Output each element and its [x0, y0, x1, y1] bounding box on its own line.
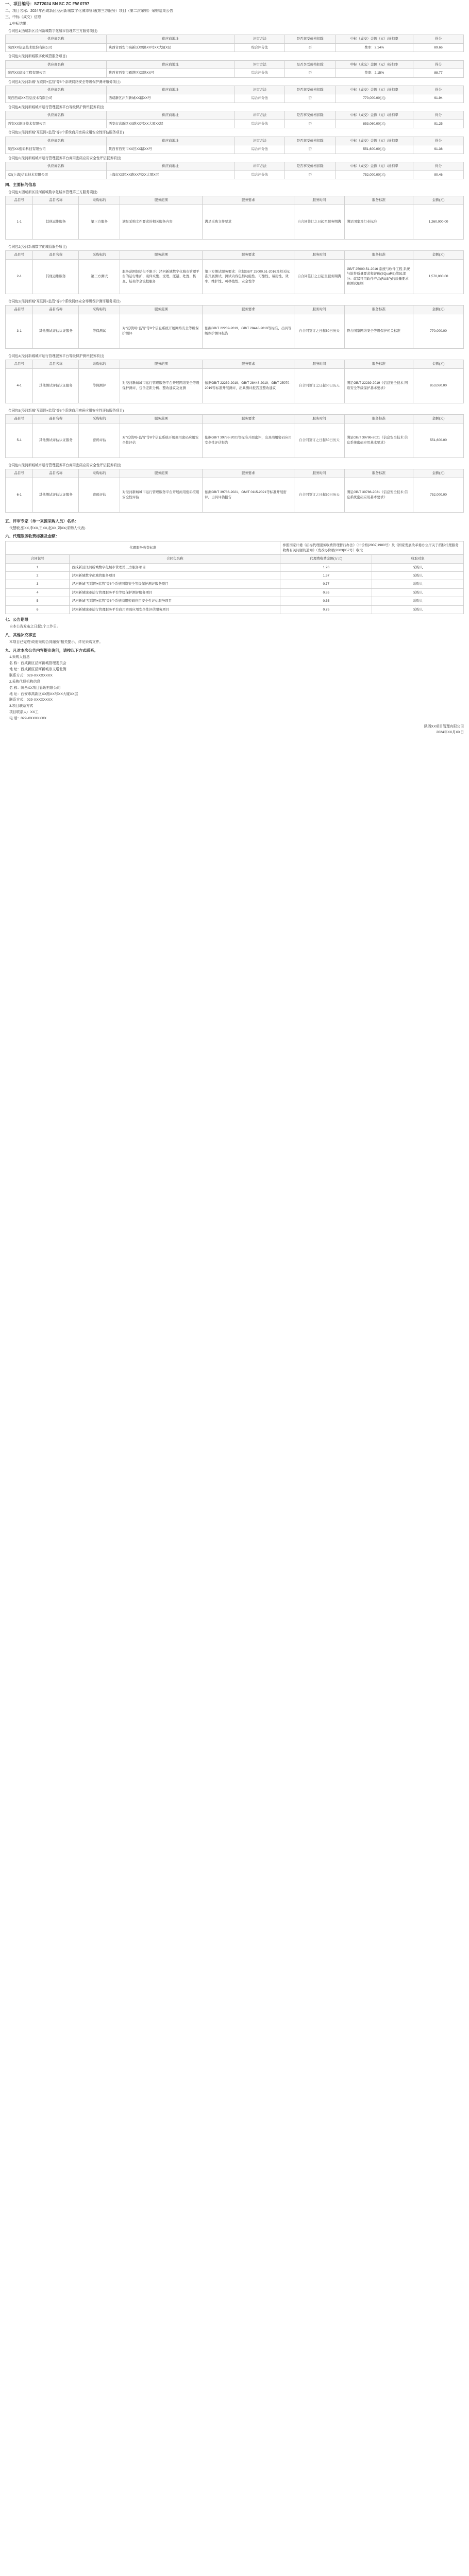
- contact-purchaser-name: 名 称：西咸新区泾河新城管理委员会: [9, 662, 66, 666]
- lot-col-header: 服务时间: [294, 196, 345, 205]
- lot-cell: 依据GB/T 22239-2019、GB/T 28448-2019、GB/T 25070-2019等标准开展测评，出具测评报告及整改建议: [203, 368, 294, 403]
- contact-agency-phone: 联系方式：029-XXXXXXXX: [9, 698, 53, 702]
- winner-cell: 综合评分法: [234, 120, 285, 128]
- winner-group-label: 合同包1(西咸新区泾河新城数字化城市管理第三方服务项目): [8, 29, 97, 33]
- lot-cell: 满足GB/T 39786-2021《信息安全技术 信息系统密码应用基本要求》: [344, 423, 413, 457]
- lot-cell: 满足GB/T 22239-2019《信息安全技术 网络安全等级保护基本要求》: [344, 368, 413, 403]
- experts-title: 五、评审专家（单一来源采购人员）名单：: [5, 518, 79, 523]
- contact-purchaser-address: 地 址：西咸新区泾河新城崇文塔北侧: [9, 668, 66, 672]
- winner-col-header: 是否享受价格扣除: [285, 111, 336, 120]
- lot-cell: 满足采购文件要求的相关服务内容: [120, 205, 203, 239]
- fees-row: [6, 572, 464, 580]
- lot-col-header: 品目名称: [33, 360, 79, 368]
- lot-cell: 853,060.00: [413, 368, 464, 403]
- lot-gap: [5, 403, 464, 406]
- lot-cell: 满足GB/T 39786-2021《信息安全技术 信息系统密码应用基本要求》: [344, 478, 413, 512]
- lot-cell: 4-1: [6, 368, 33, 403]
- winner-cell: 91.25: [413, 120, 464, 128]
- winner-row: [6, 69, 464, 77]
- lot-col-header: 金额(元): [413, 415, 464, 423]
- lot-cell: 1,570,000.00: [413, 259, 464, 294]
- winner-group-label: 合同包4(泾河新城城市运行管理服务平台等级保护测评服务项目): [8, 105, 105, 109]
- winner-col-header: 供应商名称: [6, 137, 107, 145]
- lot-cell: 其他测试评估认证服务: [33, 478, 79, 512]
- fees-col-header: 收取对象: [372, 555, 464, 563]
- lot-cell: 其他运维服务: [33, 259, 79, 294]
- winner-cell: 陕西西咸XX信息技术有限公司: [6, 94, 107, 103]
- lot-col-header: 服务范围: [120, 469, 203, 478]
- lot-row: [6, 368, 464, 403]
- lot-col-header: 服务时间: [294, 360, 345, 368]
- fees-row: [6, 605, 464, 614]
- winner-col-header: 供应商名称: [6, 35, 107, 43]
- winner-group-label: 合同包2(泾河新城数字化城管服务项目): [8, 55, 67, 59]
- lot-cell: 2-1: [6, 259, 33, 294]
- lot-gap: [5, 240, 464, 243]
- winner-col-header: 供应商地址: [106, 137, 234, 145]
- winner-cell: 综合评分法: [234, 171, 285, 179]
- lot-cell: 依据GB/T 22239-2019、GB/T 28448-2019等标准，出具等级保护测评报告: [203, 314, 294, 348]
- lot-cell: GB/T 25000.51-2016 系统与软件工程 系统与软件质量要求和评价(SQuaRE)第51部分：就绪可用软件产品(RUSP)的质量要求和测试细则: [344, 259, 413, 294]
- lot-col-header: 服务要求: [203, 306, 294, 314]
- winner-cell: 上海市XX区XX路XX号XX大厦X层: [106, 171, 234, 179]
- winner-cell: 90.46: [413, 171, 464, 179]
- lot-col-header: 品目号: [6, 360, 33, 368]
- fees-std-text: 参照国家计委《招标代理服务收费管理暂行办法》（计价格[2002]1980号）及《国家发展改革委办公厅关于招标代理服务收费有关问题的通知》（发改办价格[2003]857号）收取: [280, 541, 464, 555]
- lot-col-header: 金额(元): [413, 469, 464, 478]
- fees-cell: 0.85: [280, 588, 372, 597]
- lot-gap: [5, 294, 464, 297]
- lot-col-header: 服务范围: [120, 306, 203, 314]
- lot-cell: 服务范围包括但不限于：泾河新城数字化城市管理平台的运行维护、案件采集、受理、派遣、处置、核查、结案等全流程服务: [120, 259, 203, 294]
- lot-col-header: 品目名称: [33, 306, 79, 314]
- project-number: 一、项目编号：SZT2024 SN SC ZC FW 0797: [5, 2, 90, 6]
- lot-label: 合同包4(泾河新城城市运行管理服务平台等级保护测评服务项目): [8, 354, 105, 358]
- winner-col-header: 得分: [413, 35, 464, 43]
- winner-cell: 89.66: [413, 43, 464, 52]
- lot-col-header: 品目号: [6, 415, 33, 423]
- winner-cell: 否: [285, 69, 336, 77]
- winner-col-header: 评审方法: [234, 162, 285, 171]
- lot-col-header: 服务标准: [344, 469, 413, 478]
- lot-cell: 自合同签订之日起60日历天: [294, 478, 345, 512]
- fees-row: [6, 563, 464, 571]
- lot-cell: 对“互联网+监管”等8个信息系统开展商用密码应用安全性评估: [120, 423, 203, 457]
- winner-col-header: 中标（成交）金额（元）/折扣率: [336, 111, 413, 120]
- lot-col-header: 采购标的: [79, 415, 120, 423]
- winner-col-header: 供应商地址: [106, 111, 234, 120]
- fees-cell: 采购人: [372, 563, 464, 571]
- lot-cell: 等保测评: [79, 368, 120, 403]
- winner-col-header: 是否享受价格扣除: [285, 137, 336, 145]
- winner-cell: 陕西XX信息技术股份有限公司: [6, 43, 107, 52]
- fees-cell: 3: [6, 580, 70, 588]
- winner-cell: 陕西省西安市XX区XX路XX号: [106, 145, 234, 154]
- fees-cell: 5: [6, 597, 70, 605]
- lot-col-header: 服务要求: [203, 360, 294, 368]
- fees-cell: 泾河新城“互联网+监管”等8个系统商用密码应用安全性评估服务项目: [70, 597, 280, 605]
- fees-cell: 0.77: [280, 580, 372, 588]
- signature-date: 2024年XX月XX日: [436, 730, 464, 734]
- lot-cell: 551,600.00: [413, 423, 464, 457]
- winner-row: [6, 171, 464, 179]
- lot-cell: 符合国家网络安全等级保护相关标准: [344, 314, 413, 348]
- contact-project-phone: 电 话：029-XXXXXXXX: [9, 716, 47, 720]
- winner-cell: 752,000.00(元): [336, 171, 413, 179]
- lot-col-header: 服务范围: [120, 360, 203, 368]
- lot-col-header: 服务标准: [344, 415, 413, 423]
- lot-label: 合同包1(西咸新区泾河新城数字化城市管理第三方服务项目): [8, 190, 97, 194]
- fees-table: [5, 541, 464, 614]
- contact-agency-heading: 2.采购代理机构信息: [9, 680, 41, 684]
- lot-col-header: 服务时间: [294, 251, 345, 259]
- lot-cell: 第三方测试: [79, 259, 120, 294]
- winner-cell: 陕西XX建设工程有限公司: [6, 69, 107, 77]
- winner-table: [5, 60, 464, 78]
- fees-cell: 0.75: [280, 605, 372, 614]
- fees-row: [6, 588, 464, 597]
- winner-col-header: 评审方法: [234, 86, 285, 94]
- fees-cell: 泾河新城城市运行管理服务平台商用密码应用安全性评估服务项目: [70, 605, 280, 614]
- winner-group-label: 合同包3(泾河新城“互联网+监管”等8个系统网络安全等级保护测评服务项目): [8, 80, 121, 84]
- lot-col-header: 金额(元): [413, 306, 464, 314]
- lot-cell: 满足采购文件要求: [203, 205, 294, 239]
- winner-cell: 陕西XX密码科技有限公司: [6, 145, 107, 154]
- winner-cell: 综合评分法: [234, 145, 285, 154]
- fees-header-row: [6, 555, 464, 563]
- lot-cell: 自合同签订之日起60日历天: [294, 423, 345, 457]
- lot-col-header: 服务时间: [294, 306, 345, 314]
- lot-label: 合同包3(泾河新城“互联网+监管”等8个系统网络安全等级保护测评服务项目): [8, 299, 121, 303]
- winner-col-header: 供应商地址: [106, 86, 234, 94]
- winner-row: [6, 43, 464, 52]
- lot-cell: 其他测试评估认证服务: [33, 314, 79, 348]
- lot-table: [5, 360, 464, 403]
- winner-cell: 否: [285, 94, 336, 103]
- contact-agency-name: 名 称：陕西XX项目管理有限公司: [9, 686, 61, 690]
- lot-cell: 自合同签订之日起至服务期满: [294, 205, 345, 239]
- lot-cell: 其他测试评估认证服务: [33, 368, 79, 403]
- lot-table: [5, 196, 464, 239]
- fees-cell: 泾河新城“互联网+监管”等8个系统网络安全等级保护测评服务项目: [70, 580, 280, 588]
- lot-col-header: 服务范围: [120, 415, 203, 423]
- winner-col-header: 供应商地址: [106, 60, 234, 69]
- lots-section-title: 四、主要标的信息: [5, 182, 36, 188]
- lot-col-header: 服务要求: [203, 415, 294, 423]
- winner-col-header: 得分: [413, 86, 464, 94]
- lot-table: [5, 305, 464, 348]
- lot-cell: 依据GB/T 39786-2021等标准开展密评，出具商用密码应用安全性评估报告: [203, 423, 294, 457]
- winner-cell: 否: [285, 43, 336, 52]
- fees-cell: 西咸新区泾河新城数字化城市管理第三方服务项目: [70, 563, 280, 571]
- winner-col-header: 是否享受价格扣除: [285, 60, 336, 69]
- lot-col-header: 服务范围: [120, 251, 203, 259]
- lot-col-header: 服务标准: [344, 196, 413, 205]
- lot-cell: 自合同签订之日起60日历天: [294, 314, 345, 348]
- lot-cell: 第三方服务: [79, 205, 120, 239]
- period-text: 自本公告发布之日起1个工作日。: [9, 625, 60, 629]
- lot-col-header: 品目名称: [33, 251, 79, 259]
- section-winners-title: 三、中标（成交）信息: [5, 15, 41, 19]
- other-title: 八、其他补充事宜: [5, 632, 36, 637]
- lot-gap: [5, 458, 464, 461]
- winner-cell: 91.36: [413, 145, 464, 154]
- lot-gap: [5, 349, 464, 352]
- lot-col-header: 服务范围: [120, 196, 203, 205]
- lot-col-header: 服务时间: [294, 469, 345, 478]
- lot-cell: 等保测试: [79, 314, 120, 348]
- winner-cell: 费率：2.15%: [336, 69, 413, 77]
- winner-col-header: 供应商名称: [6, 86, 107, 94]
- other-text: 本项目已完成“政府采购合同融资”相关提示，详见采购文件。: [9, 640, 103, 644]
- fees-col-header: 合同包名称: [70, 555, 280, 563]
- contact-agency-address: 地 址：西安市高新区XX路XX号XX大厦XX层: [9, 692, 78, 696]
- lot-col-header: 品目名称: [33, 415, 79, 423]
- fees-cell: 采购人: [372, 605, 464, 614]
- project-name: 二、项目名称：2024年西咸新区泾河新城数字化城市管理(第三方服务）项目（第二次采购）采购结果公告: [5, 9, 173, 13]
- fees-col-header: 代理费收费金额(万元): [280, 555, 372, 563]
- winner-col-header: 评审方法: [234, 137, 285, 145]
- winner-cell: 853,060.00(元): [336, 120, 413, 128]
- winner-cell: 陕西省西安市雁塔区XX路XX号: [106, 69, 234, 77]
- winner-cell: XX(上海)信息技术有限公司: [6, 171, 107, 179]
- winner-col-header: 供应商地址: [106, 162, 234, 171]
- winner-col-header: 中标（成交）金额（元）/折扣率: [336, 35, 413, 43]
- lot-col-header: 金额(元): [413, 360, 464, 368]
- winner-col-header: 评审方法: [234, 111, 285, 120]
- period-title: 七、公告期限: [5, 617, 28, 622]
- signature-org: 陕西XX项目管理有限公司: [424, 724, 464, 728]
- winner-cell: 否: [285, 120, 336, 128]
- contact-project-person: 项目联系人：XX工: [9, 710, 39, 715]
- winner-table: [5, 35, 464, 52]
- contact-title: 九、凡对本次公告内容提出询问，请按以下方式联系。: [5, 648, 98, 653]
- winner-col-header: 供应商名称: [6, 111, 107, 120]
- lot-row: [6, 423, 464, 457]
- lot-col-header: 服务时间: [294, 415, 345, 423]
- lot-col-header: 采购标的: [79, 251, 120, 259]
- lot-col-header: 服务标准: [344, 306, 413, 314]
- winner-col-header: 中标（成交）金额（元）/折扣率: [336, 137, 413, 145]
- winner-col-header: 是否享受价格扣除: [285, 35, 336, 43]
- winner-col-header: 供应商名称: [6, 60, 107, 69]
- lot-gap: [5, 513, 464, 516]
- lot-col-header: 品目号: [6, 251, 33, 259]
- winner-cell: 综合评分法: [234, 69, 285, 77]
- lot-row: [6, 478, 464, 512]
- announcement-page: [5, 0, 464, 735]
- fees-cell: 6: [6, 605, 70, 614]
- lot-cell: 6-1: [6, 478, 33, 512]
- lot-label: 合同包6(泾河新城城市运行管理服务平台商用密码应用安全性评估服务项目): [8, 463, 122, 467]
- fees-std-label: 代理服务收费标准: [6, 541, 280, 555]
- experts-names: 代慧敏,张XX,李XX,王XX,赵XX,刘XX(采购人代表): [9, 526, 86, 530]
- winner-cell: 综合评分法: [234, 94, 285, 103]
- winner-col-header: 是否享受价格扣除: [285, 86, 336, 94]
- lot-col-header: 采购标的: [79, 469, 120, 478]
- winners-section: [5, 29, 464, 179]
- winner-cell: 否: [285, 145, 336, 154]
- winner-col-header: 评审方法: [234, 35, 285, 43]
- lot-col-header: 服务要求: [203, 196, 294, 205]
- lot-cell: 对“互联网+监管”等8个信息系统开展网络安全等级保护测评: [120, 314, 203, 348]
- winner-cell: 费率：2.14%: [336, 43, 413, 52]
- lot-col-header: 品目号: [6, 306, 33, 314]
- fees-cell: 4: [6, 588, 70, 597]
- fees-cell: 采购人: [372, 597, 464, 605]
- lot-cell: 满足国家及行业标准: [344, 205, 413, 239]
- winner-col-header: 得分: [413, 137, 464, 145]
- winners-intro: 1.中标结果：: [9, 22, 30, 26]
- lot-col-header: 服务标准: [344, 251, 413, 259]
- winner-col-header: 得分: [413, 162, 464, 171]
- lot-cell: 770,000.00: [413, 314, 464, 348]
- winner-cell: 否: [285, 171, 336, 179]
- lot-col-header: 采购标的: [79, 196, 120, 205]
- winner-row: [6, 120, 464, 128]
- contact-purchaser-phone: 联系方式：029-XXXXXXXX: [9, 673, 53, 677]
- lot-cell: 1,260,000.00: [413, 205, 464, 239]
- lot-cell: 5-1: [6, 423, 33, 457]
- lot-col-header: 采购标的: [79, 360, 120, 368]
- winner-cell: 551,600.00(元): [336, 145, 413, 154]
- lot-table: [5, 414, 464, 457]
- lot-cell: 752,000.00: [413, 478, 464, 512]
- winner-col-header: 得分: [413, 60, 464, 69]
- lot-cell: 依据GB/T 39786-2021、GM/T 0115-2021等标准开展密评，出具评估报告: [203, 478, 294, 512]
- winner-table: [5, 111, 464, 128]
- lot-col-header: 品目号: [6, 469, 33, 478]
- lot-row: [6, 259, 464, 294]
- lot-col-header: 采购标的: [79, 306, 120, 314]
- fees-cell: 采购人: [372, 588, 464, 597]
- lot-table: [5, 250, 464, 294]
- winner-col-header: 中标（成交）金额（元）/折扣率: [336, 60, 413, 69]
- winner-cell: 陕西省西安市高新区XX路XX号XX大厦X层: [106, 43, 234, 52]
- lot-col-header: 服务标准: [344, 360, 413, 368]
- fees-col-header: 合同包号: [6, 555, 70, 563]
- fees-row: [6, 597, 464, 605]
- lot-cell: 自合同签订之日起60日历天: [294, 368, 345, 403]
- winner-table: [5, 86, 464, 103]
- lot-col-header: 金额(元): [413, 251, 464, 259]
- lot-cell: 1-1: [6, 205, 33, 239]
- winner-row: [6, 145, 464, 154]
- lot-cell: 第三方测试服务要求：依据GB/T 25000.51-2016及相关标准开展测试，测试内容包括功能性、可靠性、易用性、效率、维护性、可移植性、安全性等: [203, 259, 294, 294]
- contact-purchaser-heading: 1.采购人信息: [9, 655, 30, 659]
- fees-cell: 1.26: [280, 563, 372, 571]
- lot-cell: 对泾河新城城市运行管理服务平台开展商用密码应用安全性评估: [120, 478, 203, 512]
- winner-group-label: 合同包5(泾河新城“互联网+监管”等8个系统商用密码应用安全性评估服务项目): [8, 131, 124, 135]
- fees-cell: 2: [6, 572, 70, 580]
- winner-table: [5, 137, 464, 154]
- lot-col-header: 品目号: [6, 196, 33, 205]
- fees-cell: 泾河新城数字化城管服务项目: [70, 572, 280, 580]
- lot-table: [5, 469, 464, 512]
- lot-label: 合同包5(泾河新城“互联网+监管”等8个系统商用密码应用安全性评估服务项目): [8, 409, 124, 413]
- lot-col-header: 服务要求: [203, 251, 294, 259]
- winner-cell: 西安XX测评技术有限公司: [6, 120, 107, 128]
- lots-section: [5, 190, 464, 516]
- lot-cell: 密码评估: [79, 478, 120, 512]
- fees-cell: 采购人: [372, 580, 464, 588]
- winner-col-header: 是否享受价格扣除: [285, 162, 336, 171]
- winner-cell: 西安市高新区XX路XX号XX大厦XX层: [106, 120, 234, 128]
- winner-cell: 770,000.00(元): [336, 94, 413, 103]
- winner-row: [6, 94, 464, 103]
- winner-col-header: 得分: [413, 111, 464, 120]
- fees-cell: 1: [6, 563, 70, 571]
- winner-group-label: 合同包6(泾河新城城市运行管理服务平台商用密码应用安全性评估服务项目): [8, 156, 122, 160]
- winner-cell: 91.94: [413, 94, 464, 103]
- lot-row: [6, 314, 464, 348]
- fees-cell: 泾河新城城市运行管理服务平台等级保护测评服务项目: [70, 588, 280, 597]
- winner-col-header: 中标（成交）金额（元）/折扣率: [336, 86, 413, 94]
- lot-col-header: 服务要求: [203, 469, 294, 478]
- winner-cell: 88.77: [413, 69, 464, 77]
- lot-row: [6, 205, 464, 239]
- fees-title: 六、代理服务收费标准及金额：: [5, 534, 59, 539]
- lot-col-header: 金额(元): [413, 196, 464, 205]
- lot-cell: 对泾河新城城市运行管理服务平台开展网络安全等级保护测评，包含差距分析、整改建议及复测: [120, 368, 203, 403]
- winner-col-header: 中标（成交）金额（元）/折扣率: [336, 162, 413, 171]
- lot-cell: 其他运维服务: [33, 205, 79, 239]
- winner-table: [5, 162, 464, 179]
- lot-cell: 密码评估: [79, 423, 120, 457]
- winner-col-header: 供应商地址: [106, 35, 234, 43]
- fees-cell: 1.57: [280, 572, 372, 580]
- lot-cell: 3-1: [6, 314, 33, 348]
- fees-cell: 0.55: [280, 597, 372, 605]
- winner-col-header: 评审方法: [234, 60, 285, 69]
- lot-col-header: 品目名称: [33, 469, 79, 478]
- lot-col-header: 品目名称: [33, 196, 79, 205]
- contact-project-heading: 3.项目联系方式: [9, 704, 34, 708]
- fees-row: [6, 580, 464, 588]
- lot-label: 合同包2(泾河新城数字化城管服务项目): [8, 245, 67, 249]
- lot-cell: 自合同签订之日起至服务期满: [294, 259, 345, 294]
- lot-cell: 其他测试评估认证服务: [33, 423, 79, 457]
- winner-cell: 综合评分法: [234, 43, 285, 52]
- fees-cell: 采购人: [372, 572, 464, 580]
- winner-cell: 西咸新区沣东新城XX路XX号: [106, 94, 234, 103]
- winner-col-header: 供应商名称: [6, 162, 107, 171]
